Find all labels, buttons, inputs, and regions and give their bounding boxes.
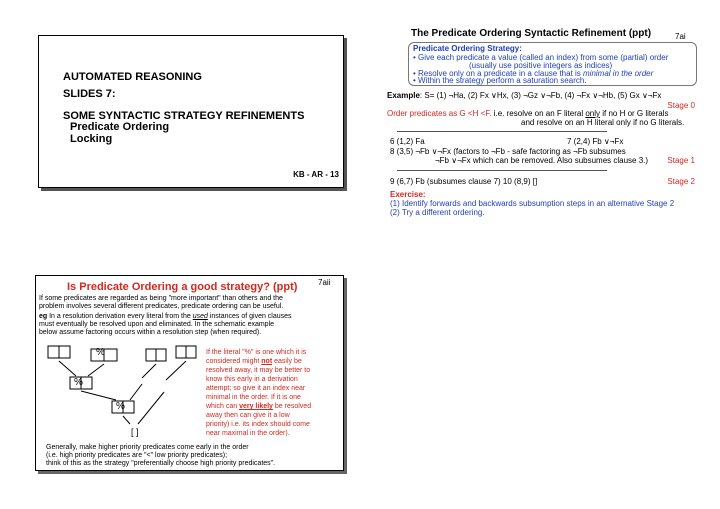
empty-clause: [ ]: [131, 427, 139, 437]
page-number: 7ai: [675, 32, 686, 41]
strategy-bullet-3: • Within the strategy perform a saturation search.: [413, 76, 587, 85]
derivation-step-9-10: 9 (6,7) Fb (subsumes clause 7) 10 (8,9) []: [390, 177, 538, 186]
slides-number: SLIDES 7:: [63, 88, 116, 100]
strategy-bullet-2: • Resolve only on a predicate in a clause that is minimal in the order: [413, 69, 654, 78]
explanation-line-4: know this early in a derivation: [206, 376, 298, 383]
topic-item-predicate-ordering: Predicate Ordering: [70, 121, 170, 133]
strategy-box: [408, 42, 697, 86]
example-clauses: Example: S= (1) ¬Ha, (2) Fx ∨Hx, (3) ¬Gz ∨¬Fb, (4) ¬Fx ∨¬Hb, (5) Gx ∨¬Fx: [387, 91, 662, 100]
explanation-line-1: If the literal "%" is one which it is: [206, 349, 307, 356]
stage-0-label: Stage 0: [667, 101, 695, 110]
explanation-line-2: considered might not easily be: [206, 358, 302, 365]
explanation-line-8: away then can give it a low: [206, 412, 290, 419]
title-slide: [38, 35, 344, 188]
stage-2-label: Stage 2: [667, 177, 695, 186]
page-number: 7aii: [318, 278, 331, 287]
divider: [397, 170, 607, 171]
conclusion-line-3: think of this as the strategy "preferentially choose high priority predicates".: [46, 460, 276, 467]
topic-item-locking: Locking: [70, 133, 113, 145]
explanation-line-6: minimal in the order. If it is one: [206, 394, 301, 401]
percent-literal: %: [74, 377, 83, 388]
course-title: AUTOMATED REASONING: [63, 71, 202, 83]
explanation-line-3: resolved away, it may be better to: [206, 367, 311, 374]
explanation-line-10: near maximal in the order).: [206, 430, 290, 437]
exercise-item-2: (2) Try a different ordering.: [390, 208, 485, 217]
order-line-2: and resolve on an H literal only if no G literals.: [521, 118, 685, 127]
example-paragraph-line-1: eg In a resolution derivation every literal from the used instances of given clauses: [39, 313, 292, 320]
example-paragraph-line-3: below assume factoring occurs within a resolution step (when required).: [39, 329, 262, 336]
exercise-item-1: (1) Identify forwards and backwards subsumption steps in an alternative Stage 2: [390, 199, 675, 208]
percent-literal: %: [96, 347, 105, 358]
predicate-ordering-quality-slide: [35, 275, 344, 471]
intro-paragraph-line-1: If some predicates are regarded as being "more important" than others and the: [39, 295, 283, 302]
slide-title: Is Predicate Ordering a good strategy? (ppt): [67, 281, 298, 293]
conclusion-line-2: (i.e. high priority predicates are "<" low priority predicates);: [46, 452, 228, 459]
derivation-step-8: 8 (3,5) ¬Fb ∨¬Fx (factors to ¬Fb - safe factoring as ¬Fb subsumes: [390, 147, 626, 156]
derivation-tree: [46, 344, 206, 444]
order-line: Order predicates as G <H <F. i.e. resolve on an F literal only if no H or G literals: [387, 109, 669, 118]
derivation-step-7: 7 (2,4) Fb ∨¬Fx: [567, 137, 624, 146]
stage-1-label: Stage 1: [667, 156, 695, 165]
divider: [397, 131, 607, 132]
example-paragraph-line-2: must eventually be resolved upon and eliminated. In the schematic example: [39, 321, 275, 328]
strategy-bullet-1-note: (usually use positive integers as indices): [469, 61, 613, 70]
predicate-ordering-slide: [387, 22, 697, 247]
derivation-step-6: 6 (1,2) Fa: [390, 137, 425, 146]
explanation-line-5: attempt; so give it an index near: [206, 385, 306, 392]
section-heading: SOME SYNTACTIC STRATEGY REFINEMENTS: [63, 110, 305, 122]
explanation-line-7: which can very likely be resolved: [206, 403, 312, 410]
strategy-heading: Predicate Ordering Strategy:: [413, 44, 522, 53]
conclusion-line-1: Generally, make higher priority predicates come early in the order: [46, 444, 249, 451]
intro-paragraph-line-2: problem involves several different predicates, predicate ordering can be useful.: [39, 303, 284, 310]
exercise-heading: Exercise:: [390, 190, 426, 199]
strategy-bullet-1: • Give each predicate a value (called an index) from some (partial) order: [413, 53, 669, 62]
derivation-step-8-note: ¬Fb ∨¬Fx which can be removed. Also subsumes clause 3.): [435, 156, 649, 165]
slide-title: The Predicate Ordering Syntactic Refinement (ppt): [411, 28, 652, 39]
percent-literal: %: [116, 401, 125, 412]
explanation-line-9: priority) i.e. its index should come: [206, 421, 310, 428]
slide-footer: KB - AR - 13: [293, 170, 339, 179]
